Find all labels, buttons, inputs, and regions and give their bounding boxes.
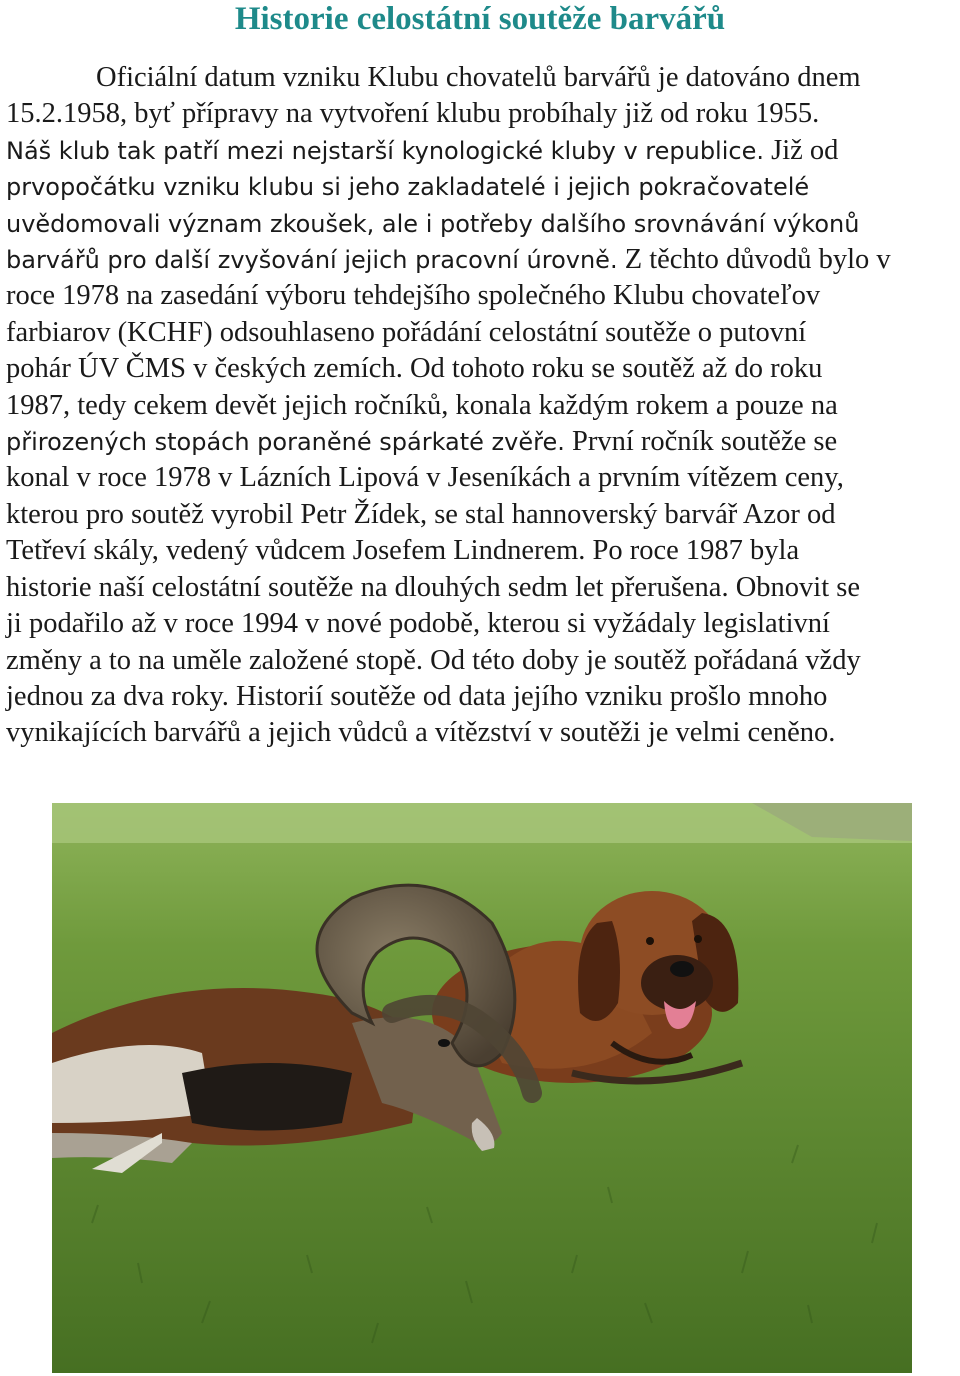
text-line [6,60,956,96]
text-line [6,643,956,679]
text-run: První ročník soutěže se [571,426,838,458]
text-run: Historií soutěže od data jejího vzniku prošlo mnoho [236,680,828,712]
text-run: konal v roce 1978 v Lázních Lipová v Jeseníkách a prvním vítězem ceny, [6,462,844,494]
text-run: Oficiální datum vzniku Klubu chovatelů barvářů je datováno dnem [96,62,861,93]
text-line [6,206,956,242]
text-line [6,497,956,533]
text-run: roce 1978 na zasedání výboru tehdejšího společného Klubu chovateľov [6,280,821,312]
text-run: pohár ÚV ČMS v českých zemích. [6,353,403,385]
text-run: Tetřeví skály, vedený vůdcem Josefem Lindnerem. [6,535,586,567]
text-line [6,96,956,132]
text-run: Z těchto důvodů bylo v [624,244,891,276]
text-run: změny a to na uměle založené stopě. [6,644,424,676]
text-line [6,715,956,751]
text-run: 15.2.1958, byť přípravy na vytvoření klubu probíhaly již od roku 1955. [6,98,820,130]
page-title: Historie celostátní soutěže barvářů [234,1,726,37]
text-line [6,278,956,314]
text-line [6,133,956,169]
text-run: ji podařilo až v roce 1994 v nové podobě, kterou si vyžádaly legislativní [6,608,830,640]
text-run: vynikajících barvářů a jejich vůdců a vítězství v soutěži je velmi ceněno. [6,717,836,749]
text-line [6,315,956,351]
photo-illustration [52,803,912,1373]
text-run: farbiarov (KCHF) odsouhlaseno pořádání celostátní soutěže o putovní [6,316,807,348]
text-run: Obnovit se [735,571,860,603]
text-line [6,679,956,715]
text-run: historie naší celostátní soutěže na dlouhých sedm let přerušena. [6,571,729,603]
text-run: 1987, tedy cekem devět jejich ročníků, konala každým rokem a pouze na [6,389,838,421]
history-paragraph [6,60,956,752]
text-line [6,424,956,460]
text-line [6,169,956,205]
text-line [6,388,956,424]
text-run: jednou za dva roky. [6,680,229,712]
text-run: Již od [771,134,839,166]
text-run: uvědomovali význam zkoušek, ale i potřeby dalšího srovnávání výkonů [6,209,860,238]
text-line [6,242,956,278]
text-run: Náš klub tak patří mezi nejstarší kynologické kluby v republice. [6,136,764,165]
text-line [6,460,956,496]
text-run: Od této doby je soutěž pořádaná vždy [430,644,861,676]
photo-mouflon-and-dog [52,803,912,1373]
text-line [6,570,956,606]
text-run: kterou pro soutěž vyrobil Petr Žídek, se stal hannoverský barvář Azor od [6,498,836,530]
text-run: Od tohoto roku se soutěž až do roku [409,353,823,385]
text-run: přirozených stopách poraněné spárkaté zvěře. [6,428,565,457]
text-line [6,606,956,642]
text-run: Po roce 1987 byla [592,535,800,567]
text-line [6,533,956,569]
text-run: prvopočátku vzniku klubu si jeho zakladatelé i jejich pokračovatelé [6,173,810,202]
text-run: barvářů pro další zvyšování jejich pracovní úrovně. [6,246,618,275]
text-line [6,351,956,387]
